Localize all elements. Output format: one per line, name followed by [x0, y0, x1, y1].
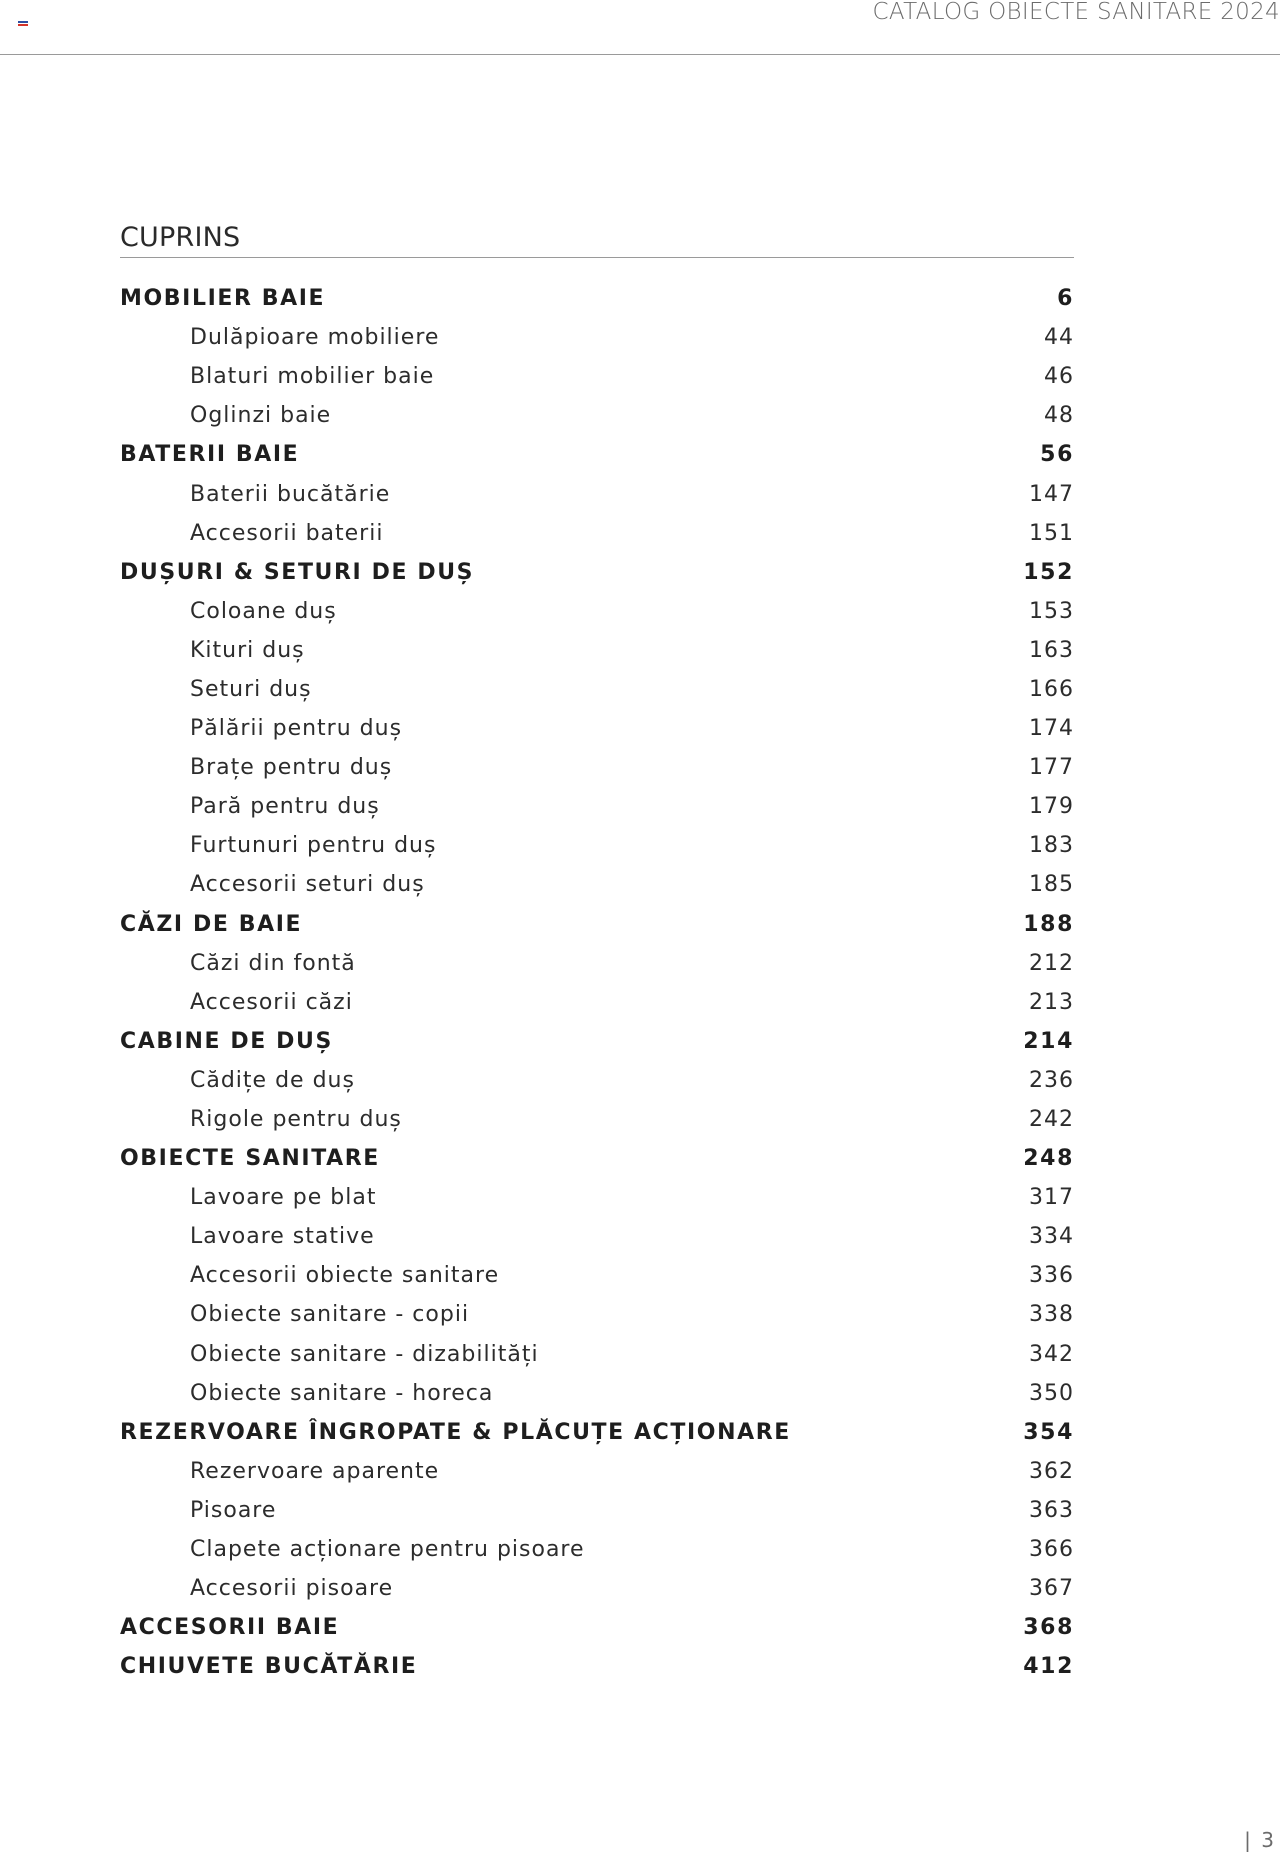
toc-entry-label: Blaturi mobilier baie	[190, 364, 435, 390]
toc-entry-page-number: 152	[1023, 559, 1074, 585]
toc-subsection-entry[interactable]	[120, 1217, 1074, 1256]
toc-entry-page-number: 362	[1029, 1458, 1074, 1484]
toc-section-entry[interactable]	[120, 435, 1074, 474]
toc-entry-label: Obiecte sanitare - horeca	[190, 1380, 494, 1406]
toc-entry-label: BATERII BAIE	[120, 442, 300, 468]
toc-entry-label: CĂZI DE BAIE	[120, 911, 303, 937]
toc-entry-page-number: 44	[1044, 325, 1074, 351]
toc-title-divider	[120, 257, 1074, 258]
toc-entry-label: Pară pentru duș	[190, 794, 380, 820]
toc-entry-label: Pisoare	[190, 1497, 277, 1523]
toc-subsection-entry[interactable]	[120, 1100, 1074, 1139]
toc-subsection-entry[interactable]	[120, 670, 1074, 709]
toc-entry-page-number: 213	[1029, 989, 1074, 1015]
toc-subsection-entry[interactable]	[120, 1335, 1074, 1374]
toc-entry-page-number: 147	[1029, 481, 1074, 507]
table-of-contents	[120, 215, 1074, 1686]
toc-subsection-entry[interactable]	[120, 631, 1074, 670]
toc-entry-label: Căzi din fontă	[190, 950, 356, 976]
toc-entry-label: Lavoare stative	[190, 1224, 375, 1250]
toc-subsection-entry[interactable]	[120, 748, 1074, 787]
toc-entry-label: Furtunuri pentru duș	[190, 833, 437, 859]
flag-stripe-red	[18, 24, 28, 26]
toc-entry-page-number: 368	[1023, 1615, 1074, 1641]
toc-entry-page-number: 412	[1023, 1654, 1074, 1680]
toc-entry-page-number: 354	[1023, 1419, 1074, 1445]
toc-entry-page-number: 179	[1029, 794, 1074, 820]
toc-subsection-entry[interactable]	[120, 1491, 1074, 1530]
toc-entry-label: Obiecte sanitare - dizabilități	[190, 1341, 539, 1367]
toc-title: CUPRINS	[120, 222, 241, 253]
toc-entry-label: Oglinzi baie	[190, 403, 332, 429]
toc-subsection-entry[interactable]	[120, 865, 1074, 904]
toc-entry-label: Rigole pentru duș	[190, 1107, 402, 1133]
flag-stripe-blue	[18, 21, 28, 23]
toc-entry-label: DUȘURI & SETURI DE DUȘ	[120, 559, 475, 585]
toc-section-entry[interactable]	[120, 279, 1074, 318]
toc-entry-label: Coloane duș	[190, 598, 337, 624]
toc-entry-label: Obiecte sanitare - copii	[190, 1302, 470, 1328]
toc-entry-page-number: 342	[1029, 1341, 1074, 1367]
toc-entry-label: Rezervoare aparente	[190, 1458, 440, 1484]
toc-entry-label: Baterii bucătărie	[190, 481, 391, 507]
toc-entry-label: Seturi duș	[190, 676, 312, 702]
toc-section-entry[interactable]	[120, 1647, 1074, 1686]
toc-entry-label: CABINE DE DUȘ	[120, 1028, 333, 1054]
toc-subsection-entry[interactable]	[120, 709, 1074, 748]
toc-section-entry[interactable]	[120, 905, 1074, 944]
toc-subsection-entry[interactable]	[120, 1452, 1074, 1491]
flag-mark-icon	[18, 21, 28, 27]
toc-entry-page-number: 163	[1029, 637, 1074, 663]
toc-subsection-entry[interactable]	[120, 826, 1074, 865]
toc-subsection-entry[interactable]	[120, 944, 1074, 983]
toc-subsection-entry[interactable]	[120, 357, 1074, 396]
toc-section-entry[interactable]	[120, 553, 1074, 592]
toc-entry-page-number: 367	[1029, 1576, 1074, 1602]
toc-entry-label: Lavoare pe blat	[190, 1185, 377, 1211]
toc-entry-page-number: 151	[1029, 520, 1074, 546]
toc-entry-page-number: 177	[1029, 755, 1074, 781]
toc-entry-label: Accesorii seturi duș	[190, 872, 425, 898]
toc-subsection-entry[interactable]	[120, 1569, 1074, 1608]
catalog-header-title: CATALOG OBIECTE SANITARE 2024	[872, 0, 1280, 25]
toc-subsection-entry[interactable]	[120, 396, 1074, 435]
toc-entry-label: CHIUVETE BUCĂTĂRIE	[120, 1654, 418, 1680]
header-divider	[0, 54, 1280, 55]
toc-entry-label: Accesorii baterii	[190, 520, 384, 546]
toc-subsection-entry[interactable]	[120, 1374, 1074, 1413]
toc-subsection-entry[interactable]	[120, 318, 1074, 357]
toc-entry-label: Accesorii pisoare	[190, 1576, 394, 1602]
toc-entry-page-number: 363	[1029, 1497, 1074, 1523]
toc-subsection-entry[interactable]	[120, 514, 1074, 553]
toc-section-entry[interactable]	[120, 1413, 1074, 1452]
toc-entry-page-number: 236	[1029, 1067, 1074, 1093]
toc-entry-label: ACCESORII BAIE	[120, 1615, 340, 1641]
toc-entry-page-number: 48	[1044, 403, 1074, 429]
toc-entry-page-number: 166	[1029, 676, 1074, 702]
toc-entry-page-number: 317	[1029, 1185, 1074, 1211]
toc-subsection-entry[interactable]	[120, 1256, 1074, 1295]
toc-entry-page-number: 183	[1029, 833, 1074, 859]
toc-entry-label: Pălării pentru duș	[190, 716, 403, 742]
toc-entry-page-number: 334	[1029, 1224, 1074, 1250]
toc-entry-page-number: 56	[1040, 442, 1074, 468]
toc-entry-label: Brațe pentru duș	[190, 755, 393, 781]
toc-entry-page-number: 212	[1029, 950, 1074, 976]
toc-subsection-entry[interactable]	[120, 1295, 1074, 1334]
toc-section-entry[interactable]	[120, 1139, 1074, 1178]
toc-entry-page-number: 242	[1029, 1107, 1074, 1133]
toc-subsection-entry[interactable]	[120, 592, 1074, 631]
toc-section-entry[interactable]	[120, 1608, 1074, 1647]
toc-subsection-entry[interactable]	[120, 474, 1074, 513]
toc-entry-page-number: 366	[1029, 1537, 1074, 1563]
toc-entry-page-number: 248	[1023, 1146, 1074, 1172]
toc-entry-label: Accesorii căzi	[190, 989, 353, 1015]
toc-entry-page-number: 153	[1029, 598, 1074, 624]
toc-entry-page-number: 174	[1029, 716, 1074, 742]
toc-subsection-entry[interactable]	[120, 1178, 1074, 1217]
toc-entry-page-number: 214	[1023, 1028, 1074, 1054]
toc-entry-page-number: 185	[1029, 872, 1074, 898]
toc-entry-page-number: 338	[1029, 1302, 1074, 1328]
toc-subsection-entry[interactable]	[120, 787, 1074, 826]
toc-entry-label: MOBILIER BAIE	[120, 286, 326, 312]
toc-subsection-entry[interactable]	[120, 1530, 1074, 1569]
toc-list	[120, 279, 1074, 1686]
toc-entry-page-number: 46	[1044, 364, 1074, 390]
toc-entry-label: Clapete acționare pentru pisoare	[190, 1537, 585, 1563]
page-number: | 3	[1244, 1828, 1276, 1852]
toc-entry-page-number: 350	[1029, 1380, 1074, 1406]
toc-entry-label: Dulăpioare mobiliere	[190, 325, 440, 351]
toc-section-entry[interactable]	[120, 1022, 1074, 1061]
toc-entry-label: Kituri duș	[190, 637, 305, 663]
toc-subsection-entry[interactable]	[120, 983, 1074, 1022]
toc-entry-label: Accesorii obiecte sanitare	[190, 1263, 500, 1289]
toc-entry-page-number: 336	[1029, 1263, 1074, 1289]
toc-entry-page-number: 188	[1023, 911, 1074, 937]
toc-subsection-entry[interactable]	[120, 1061, 1074, 1100]
toc-entry-label: Cădițe de duș	[190, 1067, 355, 1093]
toc-entry-label: REZERVOARE ÎNGROPATE & PLĂCUȚE ACȚIONARE	[120, 1419, 791, 1445]
toc-entry-page-number: 6	[1057, 286, 1074, 312]
toc-entry-label: OBIECTE SANITARE	[120, 1146, 380, 1172]
